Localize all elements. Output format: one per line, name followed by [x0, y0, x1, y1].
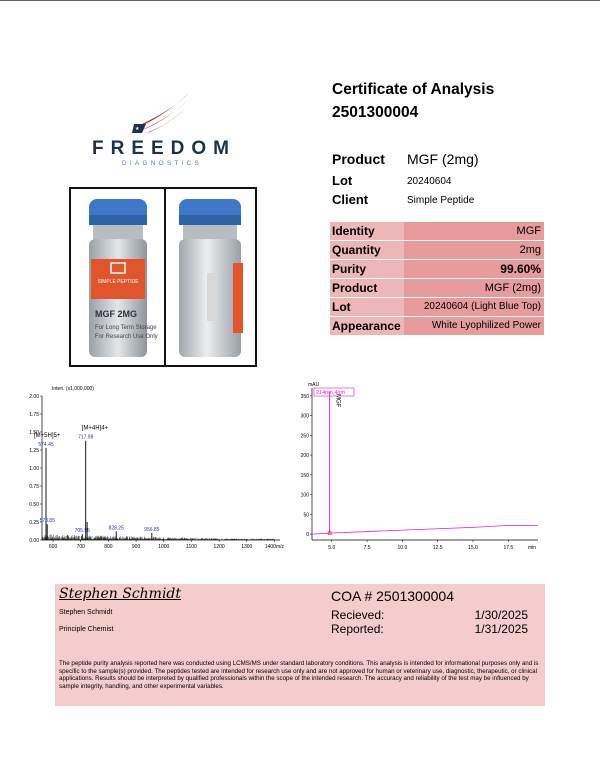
- ms-y-tick-label: 0.25: [29, 520, 39, 526]
- ms-y-tick-label: 1.25: [29, 448, 39, 454]
- svg-text:For Long Term Storage: For Long Term Storage: [95, 325, 157, 331]
- svg-text:MGF 2MG: MGF 2MG: [95, 309, 137, 319]
- photo-divider: [164, 189, 166, 365]
- mass-spectrum-chart: [28, 384, 296, 556]
- top-border: [0, 0, 600, 1]
- svg-text:For Research Use Only: For Research Use Only: [95, 334, 158, 340]
- ms-peak-label: 705.55: [74, 528, 90, 535]
- lc-x-tick-label: 7.5: [363, 545, 371, 551]
- disclaimer-text: The peptide purity analysis reported here was conducted using LCMS/MS under standard laboratory conditions. This analysis is intended for informational purposes only and is specific to the sample(s) provided. The peptides tested are intended for research use only and are not approved for human or veterinary use, diagnostic, therapeutic, or clinical applications. Results should be interpreted by qualified professionals within the scope of the intended research. The accuracy and reliability of the test may be influenced by sample integrity, handling, and other experimental variables.: [59, 660, 539, 690]
- lc-y-tick-label: 200: [300, 453, 309, 460]
- lc-legend-text: 214nm,4nm: [316, 390, 346, 396]
- svg-text:SIMPLE PEPTIDE: SIMPLE PEPTIDE: [97, 279, 139, 285]
- brand-subtitle: DIAGNOSTICS: [122, 160, 202, 167]
- ms-annotation: [M+4H]4+: [81, 425, 109, 432]
- lc-baseline: [312, 525, 538, 534]
- lc-x-tick-label: 12.5: [432, 545, 443, 551]
- lc-x-axis-label: min: [527, 545, 536, 551]
- ms-x-tick-label: 1200: [213, 544, 225, 550]
- ms-peak-label: 578.85: [39, 518, 55, 525]
- spec-table: [330, 222, 544, 336]
- reported-label: Reported:: [331, 622, 384, 636]
- ms-peak-label: 717.98: [78, 434, 94, 441]
- footer-panel: [55, 584, 545, 706]
- lc-peak-label: MGF: [334, 393, 341, 408]
- ms-y-tick-label: 1.50: [29, 430, 39, 436]
- ms-annotation: [M+5H]5+: [33, 432, 61, 439]
- lc-y-tick-label: 150: [300, 472, 309, 479]
- ms-x-tick-label: 1300: [241, 544, 253, 550]
- lc-chart-title: mAU: [308, 382, 320, 388]
- ms-x-tick-label: 700: [76, 544, 85, 550]
- flag-wing-icon: [132, 88, 192, 134]
- ms-y-tick-label: 1.00: [29, 466, 39, 472]
- ms-x-tick-label: 800: [104, 544, 113, 550]
- freedom-diagnostics-logo: [92, 88, 236, 170]
- spec-row-quantity: Quantity 2mg: [330, 241, 544, 259]
- spec-row-identity: Identity MGF: [330, 222, 544, 240]
- lc-x-tick-label: 15.0: [468, 545, 478, 551]
- lc-x-tick-label: 5.0: [328, 545, 336, 551]
- ms-y-tick-label: 2.00: [29, 394, 39, 400]
- lc-y-tick-label: 50: [303, 512, 309, 519]
- ms-y-tick-label: 0.75: [29, 484, 39, 490]
- signer-title: Principle Chemist: [59, 626, 114, 633]
- lc-y-tick-label: 350: [300, 393, 309, 400]
- lc-y-tick-label: 0: [306, 532, 309, 539]
- ms-y-tick-label: 1.75: [29, 412, 39, 418]
- vial-back-image: [169, 193, 253, 363]
- signer-name: Stephen Schmidt: [59, 609, 113, 616]
- ms-x-tick-label: 1100: [186, 544, 197, 550]
- brand-name: FREEDOM: [92, 138, 236, 159]
- received-date: 1/30/2025: [474, 608, 528, 622]
- received-label: Recieved:: [331, 608, 385, 622]
- spec-row-appearance: Appearance White Lyophilized Power: [330, 317, 544, 335]
- ms-y-tick-label: 0.50: [29, 502, 39, 508]
- lc-y-tick-label: 100: [300, 492, 309, 499]
- ms-chart-title: Inten. (x1,000,000): [52, 386, 94, 392]
- signature: Stephen Schmidt: [59, 586, 182, 602]
- ms-x-tick-label: 600: [48, 544, 58, 550]
- ms-peak-label: 956.85: [144, 526, 160, 533]
- ms-x-tick-label: 900: [131, 544, 141, 550]
- ms-y-tick-label: 0.00: [29, 538, 39, 544]
- certificate-title: Certificate of Analysis: [332, 81, 495, 98]
- hplc-chromatogram: [298, 380, 544, 556]
- spec-row-lot: Lot 20240604 (Light Blue Top): [330, 298, 544, 316]
- lc-y-tick-label: 300: [300, 413, 309, 420]
- ms-noise: [43, 535, 275, 540]
- spec-row-product: Product MGF (2mg): [330, 279, 544, 297]
- vial-front-image: [75, 193, 161, 363]
- lc-y-tick-label: 250: [300, 433, 309, 440]
- ms-peak-label: 574.45: [38, 441, 54, 448]
- reported-date: 1/31/2025: [474, 622, 528, 636]
- ms-x-tick-label: 1400m/z: [264, 544, 285, 550]
- lc-x-tick-label: 10.0: [397, 545, 408, 551]
- ms-x-tick-label: 1000: [158, 544, 170, 550]
- vial-photos: [69, 187, 257, 367]
- lc-x-tick-label: 17.5: [503, 545, 514, 551]
- spec-row-purity: Purity 99.60%: [330, 260, 544, 278]
- certificate-number: 2501300004: [332, 104, 419, 121]
- svg-text:★: ★: [135, 126, 140, 132]
- ms-peak-label: 828.25: [108, 525, 124, 532]
- coa-number: COA # 2501300004: [331, 588, 454, 604]
